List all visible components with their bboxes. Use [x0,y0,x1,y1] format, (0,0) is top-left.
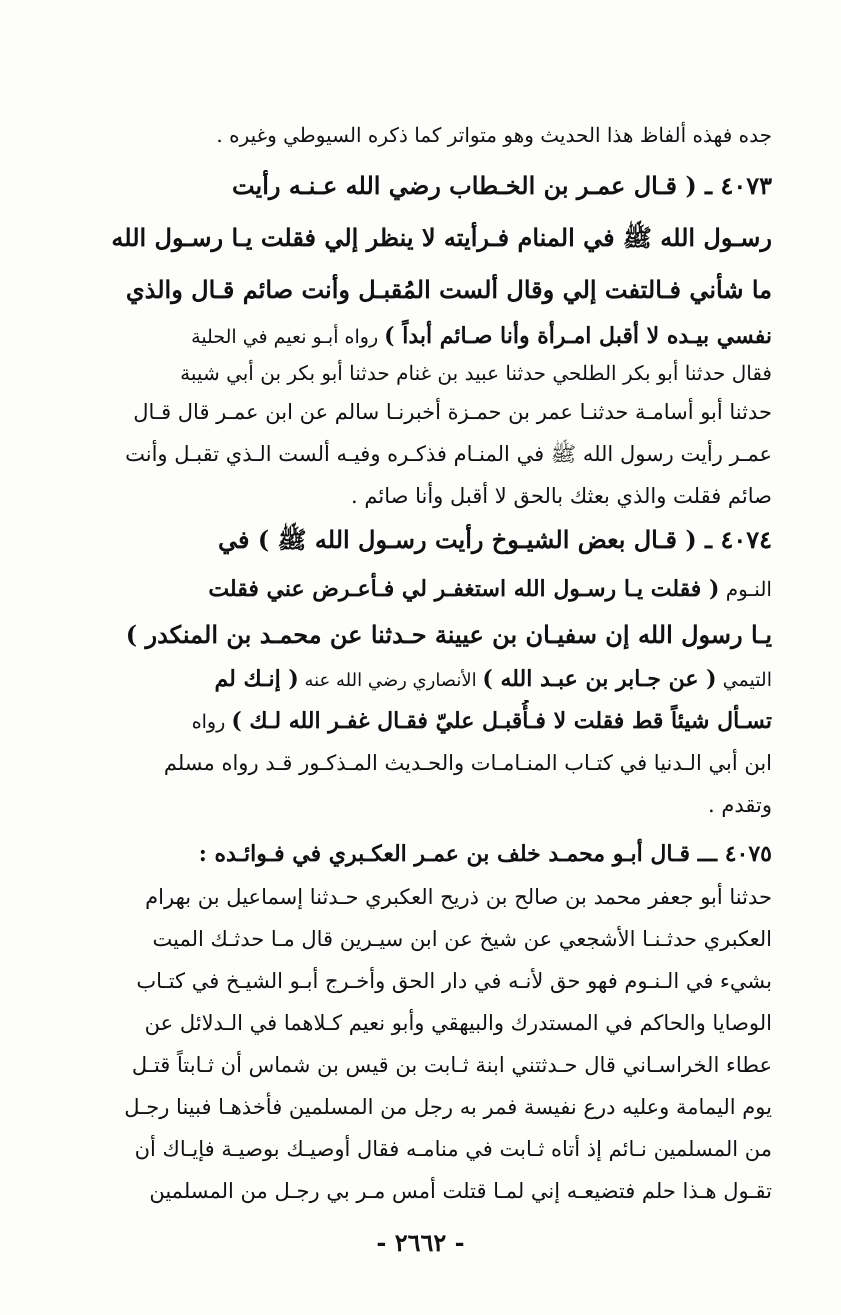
text-line: جده فهذه ألفاظ هذا الحديث وهو متواتر كما ذكره السيوطي وغيره . [216,123,772,147]
page-number: - ٢٦٦٢ - [376,1228,465,1257]
entry-bold-line: ما شأني فـالتفت إلي وقال ألست المُقبـل وأنت صائم قـال والذي [125,275,772,304]
plain-text: رواه [191,711,232,733]
text-line: العكبري حدثـنـا الأشجعي عن شيخ عن ابن سيـرين قال مـا حدثـك الميت [152,927,772,951]
entry-bold-line: رسـول الله ﷺ في المنام فـرأيته لا ينظر إلي فقلت يـا رسـول الله [111,223,772,252]
text-line: عطاء الخراسـاني قال حـدثتني ابنة ثـابت بن قيس بن شماس أن ثـابتاً قتـل [131,1053,772,1077]
entry-heading-line: ٤٠٧٣ ـ ( قـال عمـر بن الخـطاب رضي الله عـنـه رأيت [231,171,772,200]
text-line: ابن أبي الـدنيا في كتـاب المنـامـات والحـديث المـذكـور قـد رواه مسلم [163,751,772,775]
plain-text: النـوم [719,577,772,601]
bold-text: تسـأل شيئاً قط فقلت لا فـأُقبـل عليّ فقـال غفـر الله لـك ) [231,708,772,734]
bold-text: ( عن جـابر بن عبـد الله ) [482,666,717,692]
plain-text: الأنصاري رضي الله عنه [298,670,483,691]
bold-text: ( فقلت يـا رسـول الله استغفـر لي فـأعـرض عني فقلت [208,576,720,602]
entry-heading-line: ٤٠٧٤ ـ ( قـال بعض الشيـوخ رأيت رسـول الله ﷺ ) في [217,525,772,554]
entry-mixed-line [72,700,772,742]
text-line: من المسلمين نـائم إذ أتاه ثـابت في منامـه فقال أوصيـك بوصيـة فإيـاك أن [134,1137,772,1161]
plain-text: التيمي [716,669,772,691]
text-line: صائم فقلت والذي بعثك بالحق لا أقبل وأنا صائم . [351,484,772,508]
entry-heading-line: ٤٠٧٥ ـــ قـال أبـو محمـد خلف بن عمـر العكـبري في فـوائـده : [198,841,772,867]
text-line: حدثنا أبو جعفر محمد بن صالح بن ذريح العكبري حـدثنا إسماعيل بن بهرام [145,885,772,909]
entry-4075 [72,832,772,1212]
entry-4074 [72,514,772,826]
plain-text: رواه أبـو نعيم في الحلية [191,326,385,348]
page-body-text [72,118,772,153]
entry-mixed-line [72,658,772,700]
text-line: فقال حدثنا أبو بكر الطلحي حدثنا عبيد بن غنام حدثنا أبو بكر بن أبي شيبة [180,361,772,385]
text-line: الوصايا والحاكم في المستدرك والبيهقي وأبو نعيم كـلاهما في الـدلائل عن [144,1011,772,1035]
bold-text: نفسي بيـده لا أقبل امـرأة وأنا صـائم أبداً ) [384,323,772,349]
text-line: وتقدم . [708,793,772,817]
text-line: يوم اليمامة وعليه درع نفيسة فمر به رجل من المسلمين فأخذهـا فبينا رجـل [124,1095,772,1119]
entry-mixed-line [72,316,772,356]
text-line: بشيء في الـنـوم فهو حق لأنـه في دار الحق وأخـرج أبـو الشيـخ في كتـاب [136,969,772,993]
bold-text: ( إنـك لم [214,666,299,692]
entry-4073 [72,160,772,517]
text-line: حدثنا أبو أسامـة حدثنـا عمر بن حمـزة أخبرنـا سالم عن ابن عمـر قال قـال [133,400,772,424]
entry-bold-line: يـا رسول الله إن سفيـان بن عيينة حـدثنا عن محمـد بن المنكدر ) [125,620,772,649]
text-line: تقـول هـذا حلم فتضيعـه إني لمـا قتلت أمس مـر بي رجـل من المسلمين [149,1179,772,1203]
text-line: عمـر رأيت رسول الله ﷺ في المنـام فذكـره وفيـه ألست الـذي تقبـل وأنت [125,442,772,466]
entry-mixed-line [72,566,772,612]
